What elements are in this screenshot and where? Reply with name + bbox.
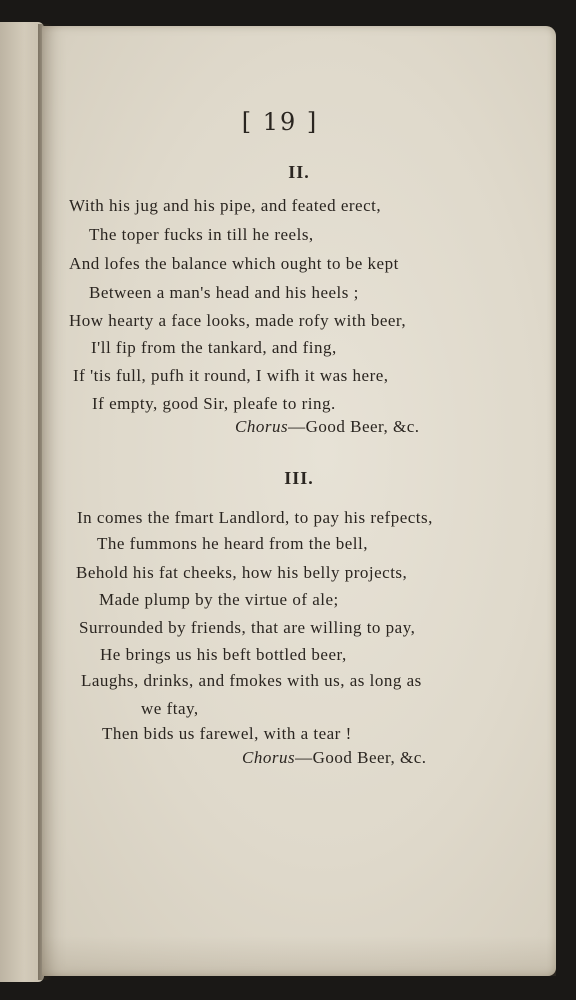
chorus-text: —Good Beer, &c. [295,748,427,767]
verse-line: How hearty a face looks, made rofy with beer, [69,311,407,330]
chorus-line [242,748,427,768]
verse-line: With his jug and his pipe, and feated erect, [69,196,382,215]
verse-line: I'll fip from the tankard, and fing, [91,338,337,357]
chorus-line [235,417,420,437]
verse-line: Surrounded by friends, that are willing to pay, [79,618,416,637]
verse-line: we ftay, [141,699,199,718]
verse-line: The toper fucks in till he reels, [89,225,314,244]
verse-line: Made plump by the virtue of ale; [99,590,339,609]
verse-line: In comes the fmart Landlord, to pay his refpects, [77,508,433,527]
verse-line: If 'tis full, pufh it round, I wifh it was here, [73,366,389,385]
stanza-numeral: II. [288,162,310,182]
verse-line: Behold his fat cheeks, how his belly projects, [76,563,408,582]
chorus-label: Chorus [242,748,296,767]
verse-line: He brings us his beft bottled beer, [100,645,347,664]
verse-line: If empty, good Sir, pleafe to ring. [92,394,336,413]
page-number: [ 19 ] [241,108,319,136]
chorus-text: —Good Beer, &c. [288,417,420,436]
page-bottom-shading [42,936,556,976]
verse-line: The fummons he heard from the bell, [97,534,369,553]
chorus-label: Chorus [235,417,289,436]
book-page [42,26,556,976]
verse-line: And lofes the balance which ought to be kept [69,254,399,273]
verse-line: Laughs, drinks, and fmokes with us, as long as [81,671,422,690]
stanza-numeral: III. [284,468,314,488]
verse-line: Between a man's head and his heels ; [89,283,359,302]
verse-line: Then bids us farewel, with a tear ! [102,724,352,743]
